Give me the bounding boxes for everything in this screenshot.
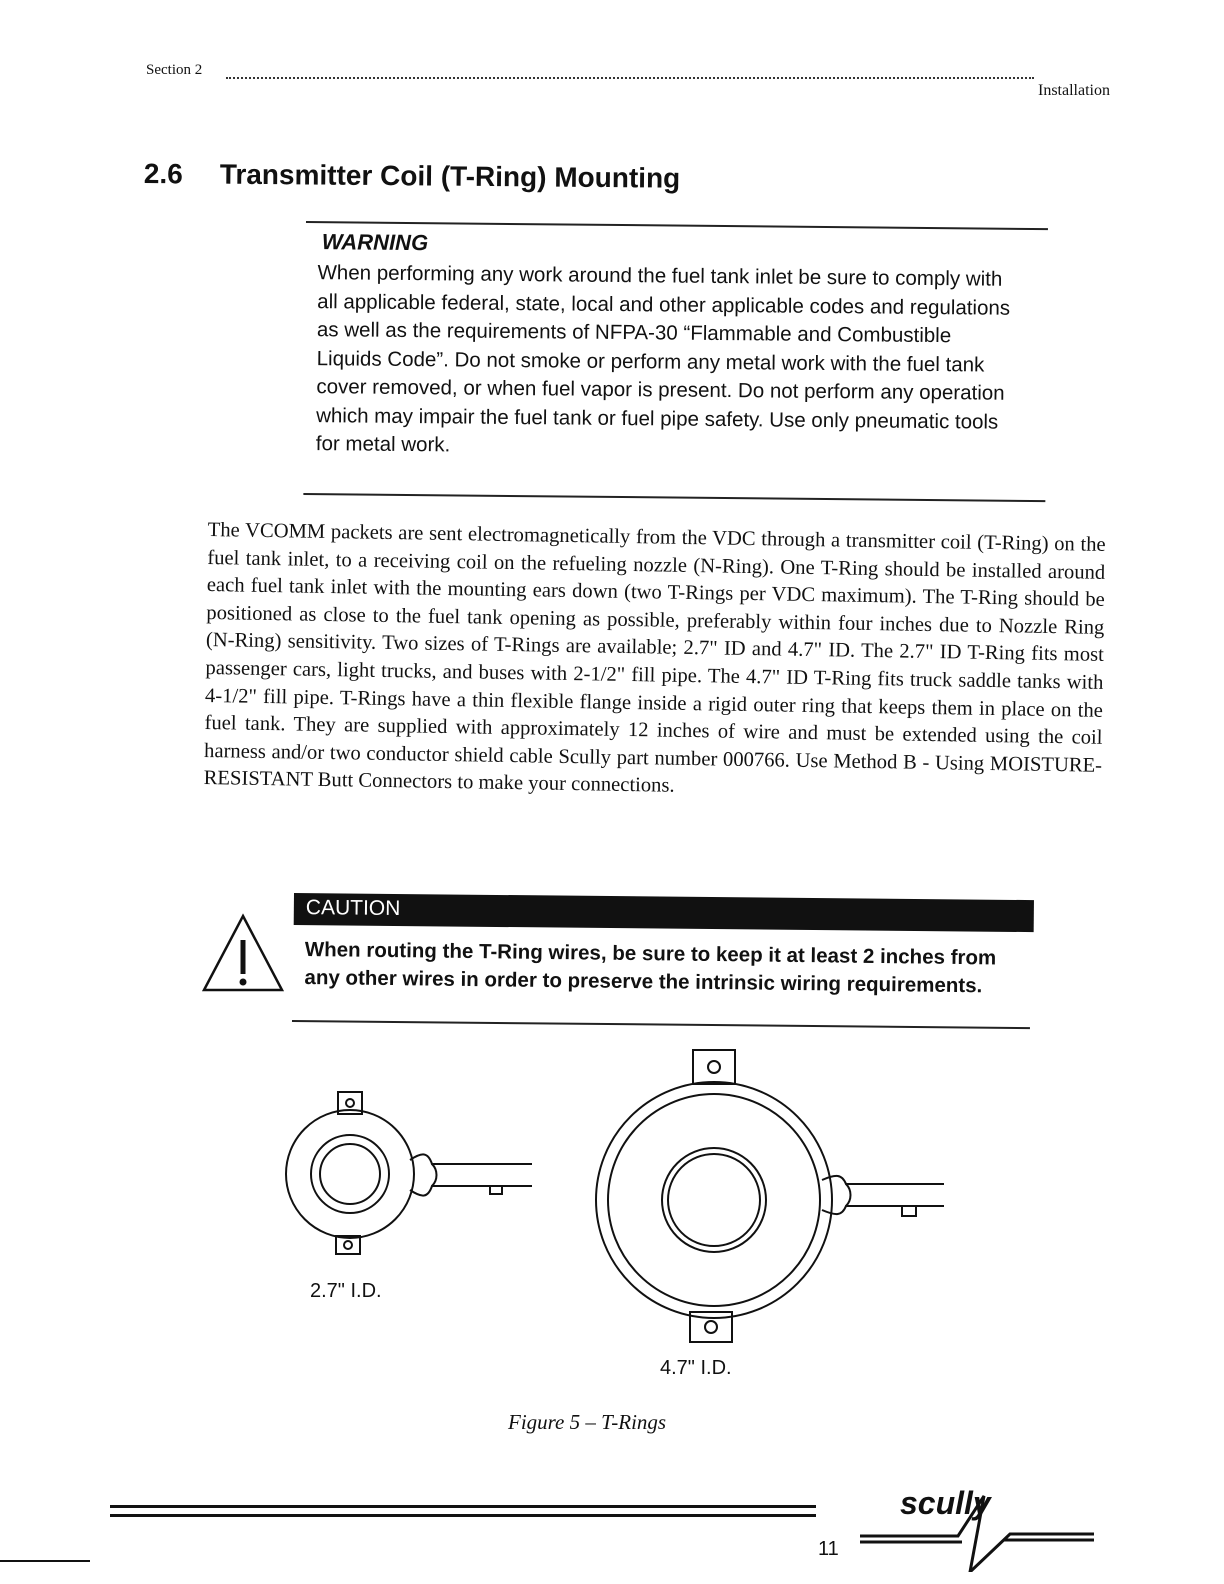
- caution-text: When routing the T-Ring wires, be sure to keep it at least 2 inches from any other wires in order to preserve the intrinsic wiring requirements.: [304, 937, 997, 998]
- warning-box: [303, 221, 1048, 502]
- section-title: Transmitter Coil (T-Ring) Mounting: [219, 158, 681, 194]
- small-ring-label: 2.7" I.D.: [310, 1280, 382, 1302]
- warning-text: When performing any work around the fuel tank inlet be sure to comply with all applicable federal, state, local and other applicable codes and regulations as well as the requirements of NFPA-30 “Flammable and Combustible Liquids Code”. Do not smoke or perform any metal work with the fuel tank cover removed, or when fuel vapor is present. Do not perform any operation which may impair the fuel tank or fuel pipe safety. Use only pneumatic tools for metal work.: [315, 261, 1011, 457]
- running-header-chapter: Installation: [1038, 82, 1110, 99]
- warning-triangle-icon: [200, 912, 286, 994]
- figure-caption: Figure 5 – T-Rings: [508, 1410, 667, 1434]
- body-paragraph: The VCOMM packets are sent electromagnetically from the VDC through a transmitter coil (T-Ring) on the fuel tank inlet, to a receiving coil on the refueling nozzle (N-Ring). One T-Ring should be installed around each fuel tank inlet with the mounting ears down (two T-Rings per VDC maximum). The T-Ring should be positioned as close to the fuel tank opening as possible, preferably within four inches due to Nozzle Ring (N-Ring) sensitivity. Two sizes of T-Rings are available; 2.7" ID and 4.7" ID. The 2.7" ID T-Ring fits most passenger cars, light trucks, and buses with 2-1/2" fill pipe. The 4.7" ID T-Ring fits truck saddle tanks with 4-1/2" fill pipe. T-Rings have a thin flexible flange inside a rigid outer ring that keeps them in place on the fuel tank. They are supplied with approximately 12 inches of wire and must be extended using the coil harness and/or two conductor shield cable Scully part number 000766. Use Method B - Using MOISTURE-RESISTANT Butt Connectors to make your connections.: [203, 518, 1106, 798]
- running-header-section: Section 2: [146, 62, 203, 78]
- corner-mark: [0, 1560, 90, 1562]
- footer-rule-bottom: [110, 1514, 816, 1517]
- caution-label: CAUTION: [305, 896, 401, 921]
- warning-title: WARNING: [321, 229, 429, 256]
- large-t-ring-drawing: [596, 1050, 944, 1342]
- header-dot-leader: [226, 77, 1034, 79]
- page-number: 11: [818, 1538, 839, 1560]
- caution-bar: [294, 893, 1034, 932]
- small-t-ring-drawing: [286, 1092, 532, 1254]
- section-number: 2.6: [143, 158, 183, 190]
- scully-logo: [858, 1482, 1098, 1572]
- brand-wordmark: scully: [900, 1485, 991, 1521]
- section-heading: [144, 158, 681, 195]
- large-ring-label: 4.7" I.D.: [660, 1357, 732, 1379]
- t-rings-figure: [250, 1040, 950, 1360]
- caution-rule: [292, 1020, 1030, 1029]
- footer-rule-top: [110, 1505, 816, 1508]
